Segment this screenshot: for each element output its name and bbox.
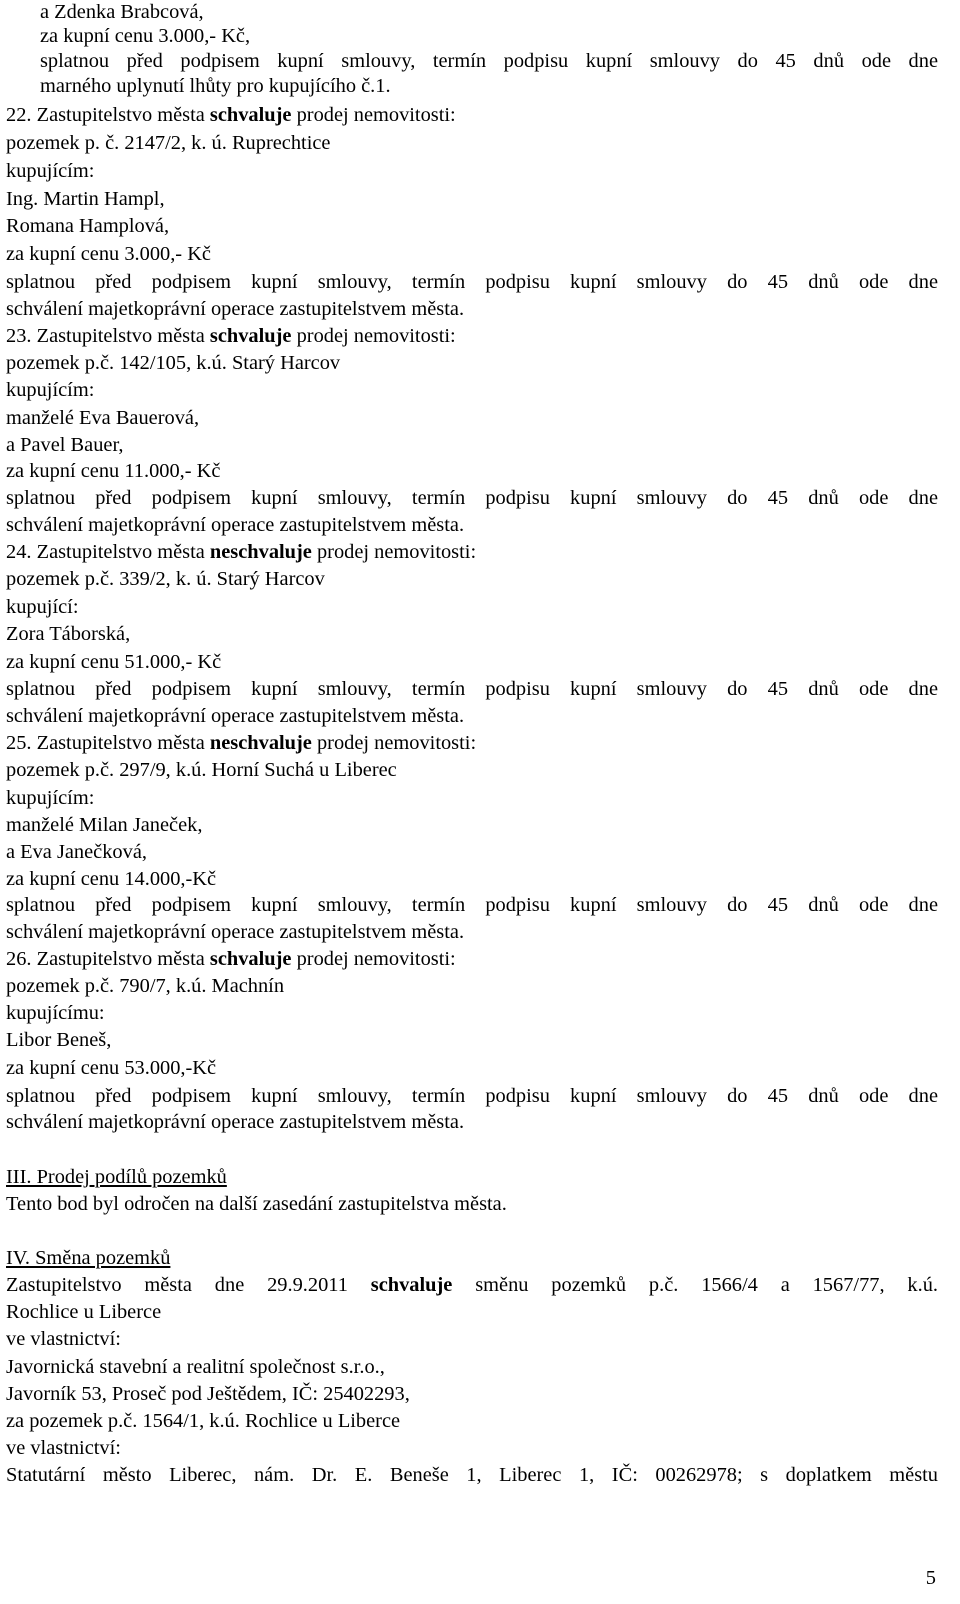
terms-line: splatnou před podpisem kupní smlouvy, termín podpisu kupní smlouvy do 45 dnů ode dne	[6, 487, 938, 509]
buyer-label: kupujícím:	[6, 787, 95, 809]
price-line: za kupní cenu 3.000,- Kč	[6, 243, 211, 265]
section-text: Tento bod byl odročen na další zasedání zastupitelstva města.	[6, 1193, 507, 1215]
buyer-name: Romana Hamplová,	[6, 215, 170, 237]
terms-line: splatnou před podpisem kupní smlouvy, termín podpisu kupní smlouvy do 45 dnů ode dne	[6, 894, 938, 916]
buyer-name: Libor Beneš,	[6, 1029, 112, 1051]
parcel-line: pozemek p.č. 297/9, k.ú. Horní Suchá u Liberec	[6, 759, 397, 781]
buyer-name: a Pavel Bauer,	[6, 434, 124, 456]
text-line: za kupní cenu 3.000,- Kč,	[40, 25, 251, 47]
terms-line: schválení majetkoprávní operace zastupitelstvem města.	[6, 1111, 465, 1133]
price-line: za kupní cenu 51.000,- Kč	[6, 651, 222, 673]
resolution-heading: 22. Zastupitelstvo města schvaluje prodej nemovitosti:	[6, 104, 456, 126]
buyer-name: a Eva Janečková,	[6, 841, 147, 863]
terms-line: splatnou před podpisem kupní smlouvy, termín podpisu kupní smlouvy do 45 dnů ode dne	[6, 678, 938, 700]
parcel-line: pozemek p. č. 2147/2, k. ú. Ruprechtice	[6, 132, 331, 154]
text-line: ve vlastnictví:	[6, 1328, 121, 1350]
buyer-label: kupujícímu:	[6, 1002, 105, 1024]
buyer-label: kupujícím:	[6, 379, 95, 401]
section-heading: IV. Směna pozemků	[6, 1247, 171, 1269]
price-line: za kupní cenu 14.000,-Kč	[6, 868, 217, 890]
text-line: splatnou před podpisem kupní smlouvy, termín podpisu kupní smlouvy do 45 dnů ode dne	[40, 50, 938, 72]
buyer-name: manželé Eva Bauerová,	[6, 407, 200, 429]
terms-line: schválení majetkoprávní operace zastupitelstvem města.	[6, 705, 465, 727]
section-heading: III. Prodej podílů pozemků	[6, 1166, 227, 1188]
text-line: Rochlice u Liberce	[6, 1301, 162, 1323]
terms-line: splatnou před podpisem kupní smlouvy, termín podpisu kupní smlouvy do 45 dnů ode dne	[6, 271, 938, 293]
resolution-heading: 24. Zastupitelstvo města neschvaluje prodej nemovitosti:	[6, 541, 477, 563]
parcel-line: pozemek p.č. 142/105, k.ú. Starý Harcov	[6, 352, 341, 374]
text-line: za pozemek p.č. 1564/1, k.ú. Rochlice u Liberce	[6, 1410, 401, 1432]
buyer-name: Ing. Martin Hampl,	[6, 188, 165, 210]
exchange-statement: Zastupitelstvo města dne 29.9.2011 schvaluje směnu pozemků p.č. 1566/4 a 1567/77, k.ú.	[6, 1274, 938, 1296]
resolution-heading: 25. Zastupitelstvo města neschvaluje prodej nemovitosti:	[6, 732, 477, 754]
text-line: Statutární město Liberec, nám. Dr. E. Beneše 1, Liberec 1, IČ: 00262978; s doplatkem městu	[6, 1464, 938, 1486]
terms-line: splatnou před podpisem kupní smlouvy, termín podpisu kupní smlouvy do 45 dnů ode dne	[6, 1085, 938, 1107]
terms-line: schválení majetkoprávní operace zastupitelstvem města.	[6, 298, 465, 320]
text-line: Javorník 53, Proseč pod Ještědem, IČ: 25402293,	[6, 1383, 410, 1405]
buyer-label: kupující:	[6, 596, 79, 618]
resolution-heading: 23. Zastupitelstvo města schvaluje prodej nemovitosti:	[6, 325, 456, 347]
buyer-name: manželé Milan Janeček,	[6, 814, 203, 836]
terms-line: schválení majetkoprávní operace zastupitelstvem města.	[6, 921, 465, 943]
buyer-label: kupujícím:	[6, 160, 95, 182]
text-line: a Zdenka Brabcová,	[40, 1, 204, 23]
page-number: 5	[925, 1567, 936, 1589]
price-line: za kupní cenu 11.000,- Kč	[6, 460, 221, 482]
buyer-name: Zora Táborská,	[6, 623, 131, 645]
text-line: marného uplynutí lhůty pro kupujícího č.1.	[40, 75, 391, 97]
price-line: za kupní cenu 53.000,-Kč	[6, 1057, 217, 1079]
resolution-heading: 26. Zastupitelstvo města schvaluje prodej nemovitosti:	[6, 948, 456, 970]
text-line: Javornická stavební a realitní společnost s.r.o.,	[6, 1356, 385, 1378]
text-line: ve vlastnictví:	[6, 1437, 121, 1459]
parcel-line: pozemek p.č. 339/2, k. ú. Starý Harcov	[6, 568, 325, 590]
parcel-line: pozemek p.č. 790/7, k.ú. Machnín	[6, 975, 285, 997]
terms-line: schválení majetkoprávní operace zastupitelstvem města.	[6, 514, 465, 536]
